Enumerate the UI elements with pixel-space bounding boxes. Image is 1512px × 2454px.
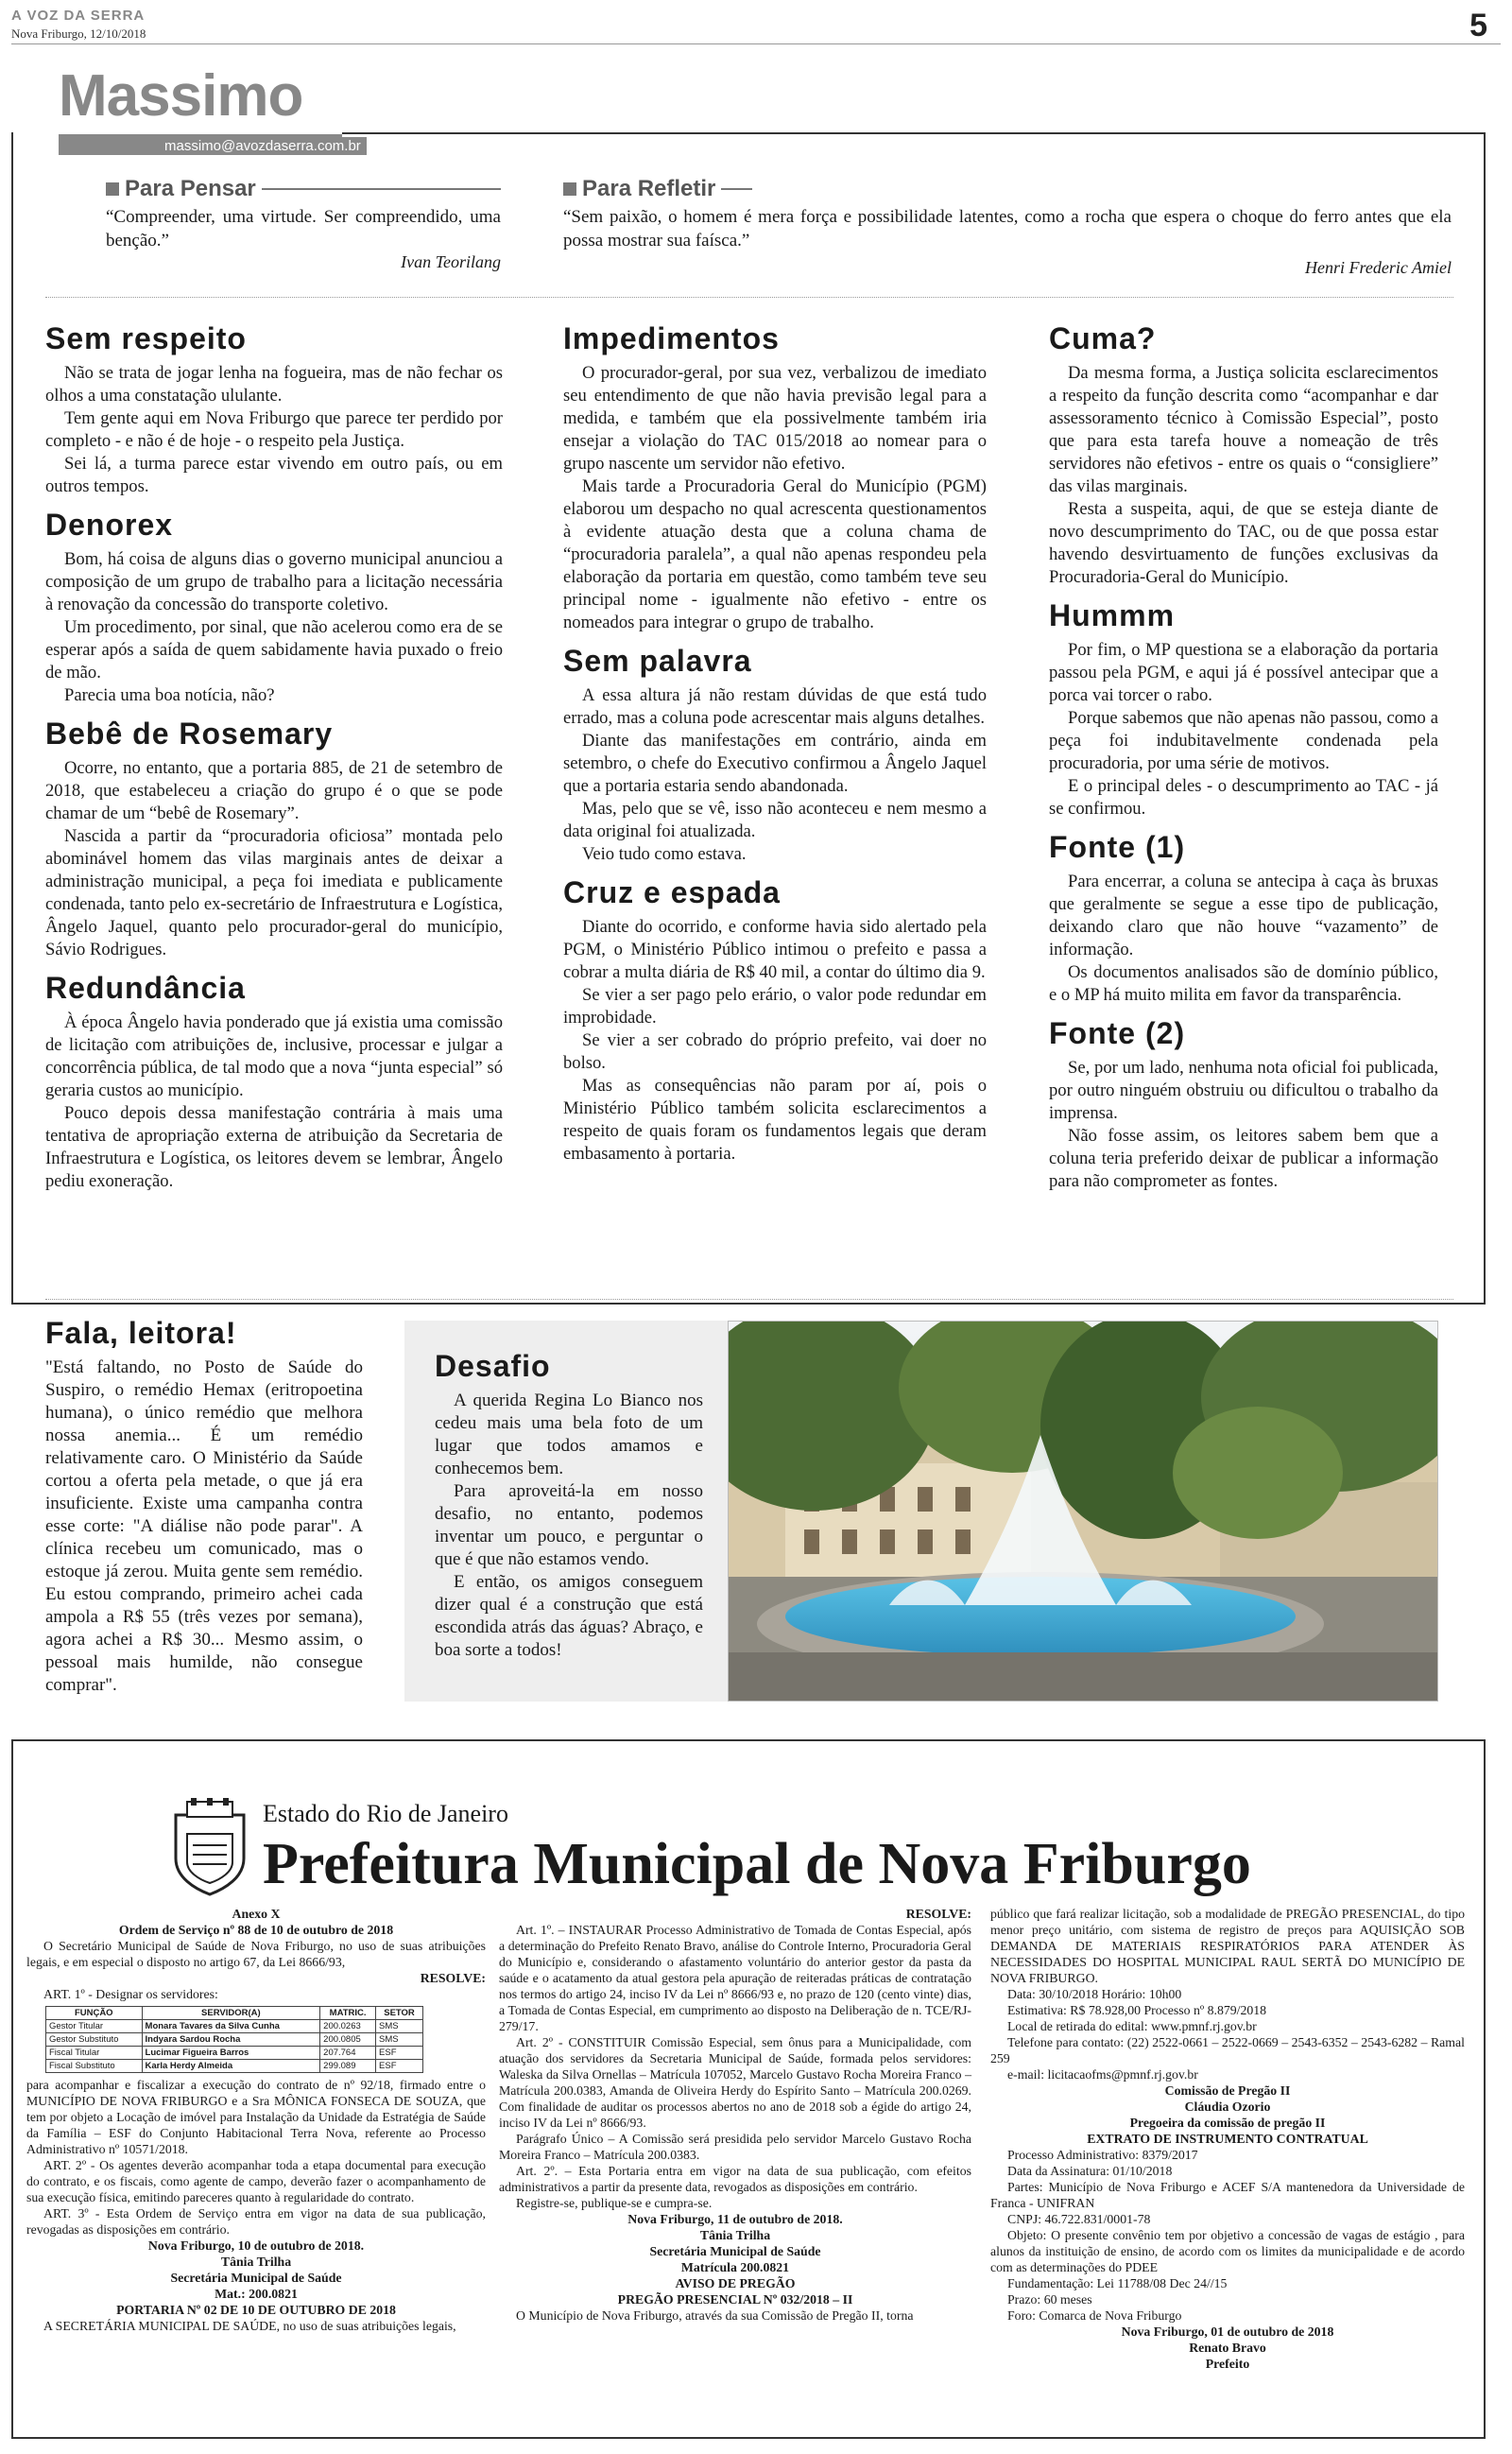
notice-paragraph: Parágrafo Único – A Comissão será presidida pelo servidor Marcelo Gustavo Rocha Moreira Franco – Matrícula 200.0383. <box>499 2132 971 2162</box>
section-title: Redundância <box>45 971 246 1005</box>
section-title: Cuma? <box>1049 321 1157 355</box>
paragraph: Um procedimento, por sinal, que não acelerou como era de se esperar após a saída de quem sabidamente havia puxado o freio de mão. <box>45 617 503 683</box>
notice-paragraph: O Secretário Municipal de Saúde de Nova Friburgo, no uso de suas atribuições legais, e em especial o disposto no artigo 67, da Lei 8666/93, <box>26 1939 486 1969</box>
paragraph: À época Ângelo havia ponderado que já existia uma comissão de licitação com atribuições de, inclusive, processar e julgar a concorrência pública, de tal modo que a nova “junta especial” só geraria custos ao município. <box>45 1012 503 1100</box>
section-title: Hummm <box>1049 598 1176 632</box>
header-rule <box>11 43 1501 44</box>
paragraph: Mais tarde a Procuradoria Geral do Município (PGM) elaborou um despacho no qual acrescenta questionamentos à evidente atuação desta que a coluna chama de “procuradoria paralela”, a qual não apenas respondeu pela elaboração da portaria em questão, como também teve seu principal nome - igualmente não efetivo - entre os nomeados para integrar o grupo de trabalho. <box>563 476 987 632</box>
notice-paragraph: Mat.: 200.0821 <box>215 2287 298 2301</box>
notice-paragraph: Matrícula 200.0821 <box>680 2260 790 2274</box>
table-row <box>46 2060 423 2073</box>
table-row <box>46 2047 423 2060</box>
table-cell: Gestor Titular <box>46 2020 143 2033</box>
notice-paragraph: Tânia Trilha <box>699 2228 771 2242</box>
section-title: Fonte (1) <box>1049 830 1186 864</box>
notice-paragraph: EXTRATO DE INSTRUMENTO CONTRATUAL <box>1087 2132 1368 2146</box>
notice-paragraph: Tânia Trilha <box>220 2255 292 2269</box>
notice-paragraph: Comissão de Pregão II <box>1164 2083 1291 2098</box>
table-cell: Indyara Sardou Rocha <box>142 2033 320 2047</box>
notice-paragraph: ART. 2º - Os agentes deverão acompanhar toda a etapa documental para execução do contrato, e os fiscais, como agente de campo, deverão fazer o acompanhamento de sua execução física, emitindo pareceres quanto à regularidade do contrato. <box>26 2158 486 2204</box>
paragraph: Se, por um lado, nenhuma nota oficial foi publicada, por outro ninguém obstruiu ou dificultou o trabalho da imprensa. <box>1049 1058 1438 1123</box>
paragraph: Resta a suspeita, aqui, de que se esteja diante de novo descumprimento do TAC, ou de que possa estar havendo desvirtuamento de funções exclusivas da Procuradoria-Geral do Município. <box>1049 499 1438 587</box>
section-title: Bebê de Rosemary <box>45 717 334 751</box>
column-title: Massimo <box>59 63 303 129</box>
notice-paragraph: Art. 1º. – INSTAURAR Processo Administrativo de Tomada de Contas Especial, após a determinação do Prefeito Renato Bravo, análise do Controle Interno, Procuradoria Geral do Município e, considerando o afastamento voluntário do anterior gestor da pasta da saúde e o acatamento da atual gestora pela apuração de reiteradas práticas de contratação nos termos do artigo 24, inciso IV da Lei nº 8666/93 e, no prazo de 120 (cento vinte) dias, a Tomada de Contas Especial, em cumprimento ao disposto na Deliberação de n. TCE/RJ- 279/17. <box>499 1923 971 2033</box>
paragraph: Não se trata de jogar lenha na fogueira, mas de não fechar os olhos a uma constatação ululante. <box>45 363 503 406</box>
table-cell: 200.0263 <box>320 2020 376 2033</box>
section-title: Impedimentos <box>563 321 780 355</box>
text-column-1 <box>45 312 503 1193</box>
paragraph: Parecia uma boa notícia, não? <box>64 685 275 705</box>
notice-paragraph: Nova Friburgo, 11 de outubro de 2018. <box>627 2212 843 2226</box>
desafio-paragraph: A querida Regina Lo Bianco nos cedeu mais uma bela foto de um lugar que todos amamos e conhecemos bem. <box>435 1391 703 1478</box>
para-pensar-quote: “Compreender, uma virtude. Ser compreendido, uma benção.” <box>106 207 501 251</box>
notice-paragraph: Nova Friburgo, 01 de outubro de 2018 <box>1121 2324 1334 2339</box>
notice-paragraph: Estimativa: R$ 78.928,00 Processo nº 8.879/2018 <box>1007 2003 1267 2017</box>
notice-paragraph: Data: 30/10/2018 Horário: 10h00 <box>1007 1987 1182 2001</box>
table-header: SETOR <box>376 2007 423 2020</box>
table-cell: ESF <box>376 2060 423 2073</box>
notice-paragraph: público que fará realizar licitação, sob a modalidade de PREGÃO PRESENCIAL, do tipo menor preço unitário, com sistema de registro de preços para AQUISIÇÃO SOB DEMANDA DE MATERIAIS RESPIRATÓRIOS PARA ATENDER ÀS NECESSIDADES DO HOSPITAL MUNICIPAL RAUL SERTÃ DO MUNICÍPIO DE NOVA FRIBURGO. <box>990 1907 1465 1985</box>
table-cell: SMS <box>376 2033 423 2047</box>
desafio-paragraph: Para aproveitá-la em nosso desafio, no entanto, podemos inventar um pouco, e perguntar o que é que não estamos vendo. <box>435 1481 703 1569</box>
paragraph: Não fosse assim, os leitores sabem bem que a coluna teria preferido deixar de publicar a informação para não comprometer as fontes. <box>1049 1126 1438 1191</box>
notice-paragraph: Local de retirada do edital: www.pmnf.rj.gov.br <box>1007 2019 1257 2033</box>
notice-paragraph: ART. 3º - Esta Ordem de Serviço entra em vigor na data de sua publicação, revogadas as disposições em contrário. <box>26 2206 486 2237</box>
table-header: FUNÇÃO <box>46 2007 143 2020</box>
para-refletir-quote: “Sem paixão, o homem é mera força e possibilidade latentes, como a rocha que espera o choque do ferro antes que ela possa mostrar sua faísca.” <box>563 207 1452 251</box>
section-divider <box>45 297 1453 298</box>
desafio-box <box>404 1321 728 1702</box>
table-cell: Fiscal Substituto <box>46 2060 143 2073</box>
notice-column-3 <box>990 1906 1465 2372</box>
table-cell: Lucimar Figueira Barros <box>142 2047 320 2060</box>
notice-paragraph: AVISO DE PREGÃO <box>675 2276 796 2290</box>
notice-paragraph: Pregoeira da comissão de pregão II <box>1129 2116 1326 2130</box>
section-divider <box>45 1299 1453 1300</box>
paragraph: Se vier a ser pago pelo erário, o valor pode redundar em improbidade. <box>563 985 987 1028</box>
table-header: MATRIC. <box>320 2007 376 2020</box>
para-refletir-author: Henri Frederic Amiel <box>1305 258 1452 278</box>
paragraph: Se vier a ser cobrado do próprio prefeito, vai doer no bolso. <box>563 1030 987 1073</box>
notice-paragraph: CNPJ: 46.722.831/0001-78 <box>1007 2212 1151 2226</box>
table-cell: Gestor Substituto <box>46 2033 143 2047</box>
table-cell: Fiscal Titular <box>46 2047 143 2060</box>
notice-paragraph: Partes: Município de Nova Friburgo e ACEF S/A mantenedora da Universidade de Franca - UNIFRAN <box>990 2180 1465 2210</box>
paragraph: Porque sabemos que não apenas não passou, como a peça foi indubitavelmente condenada pela procuradoria, por uma série de motivos. <box>1049 708 1438 773</box>
notice-paragraph: Prefeito <box>1205 2357 1250 2371</box>
notice-paragraph: Telefone para contato: (22) 2522-0661 – 2522-0669 – 2543-6352 – 2543-6282 – Ramal 259 <box>990 2035 1465 2065</box>
para-refletir-tag: Para Refletir <box>563 176 752 202</box>
table-header: SERVIDOR(A) <box>142 2007 320 2020</box>
newspaper-name: A VOZ DA SERRA <box>11 8 146 24</box>
para-pensar-box <box>106 176 501 272</box>
notice-paragraph: Objeto: O presente convênio tem por objetivo a concessão de vagas de estágio , para alunos da instituição de ensino, de acordo com os limites da municipalidade e de acordo com as determinações do PDEE <box>990 2228 1465 2274</box>
paragraph: Veio tudo como estava. <box>582 844 747 864</box>
paragraph: Mas as consequências não param por aí, pois o Ministério Público também solicita esclarecimentos a respeito de quais foram os fundamentos legais que deram embasamento à portaria. <box>563 1076 987 1164</box>
table-cell: SMS <box>376 2020 423 2033</box>
text-column-3 <box>1049 312 1438 1193</box>
notice-paragraph: A SECRETÁRIA MUNICIPAL DE SAÚDE, no uso de suas atribuições legais, <box>43 2319 456 2333</box>
table-cell: ESF <box>376 2047 423 2060</box>
section-title: Cruz e espada <box>563 875 781 909</box>
notice-paragraph: Ordem de Serviço nº 88 de 10 de outubro de 2018 <box>118 1923 394 1937</box>
paragraph: Da mesma forma, a Justiça solicita esclarecimentos a respeito da função descrita como “acompanhar e dar assessoramento técnico à Comissão Especial”, posto que para esta tarefa houve a nomeação de três servidores não efetivos - entre os quais o “consigliere” das vilas marginais. <box>1049 363 1438 496</box>
para-refletir-box <box>563 176 1452 278</box>
text-column-2 <box>563 312 987 1166</box>
notice-paragraph: Art. 2º - CONSTITUIR Comissão Especial, sem ônus para a Municipalidade, com atuação dos servidores da Secretaria Municipal de Saúde, formada pelos servidores: Waleska da Silva Ornellas – Matrícula 107052, Marcelo Gustavo Rocha Moreira Franco – Matrícula 200.0383, Amanda de Oliveira Herdy do Espírito Santo – Matrícula 200.0269. Com finalidade de auditar os processos abertos no ano de 2018 sob a égide do artigo 24, inciso IV da Lei nº 8666/93. <box>499 2035 971 2130</box>
paragraph: Tem gente aqui em Nova Friburgo que parece ter perdido por completo - e não é de hoje - o respeito pela Justiça. <box>45 408 503 451</box>
coat-of-arms-icon <box>168 1796 251 1896</box>
notice-paragraph: Secretária Municipal de Saúde <box>649 2244 821 2258</box>
table-cell: Karla Herdy Almeida <box>142 2060 320 2073</box>
paragraph: Pouco depois dessa manifestação contrária à mais uma tentativa de apropriação externa de atribuição da Secretaria de Infraestrutura e Logística, os leitores devem se lembrar, Ângelo pediu exoneração. <box>45 1103 503 1191</box>
paragraph: Nascida a partir da “procuradoria oficiosa” montada pelo abominável homem das vilas marginais antes de deixar a administração municipal, a peça foi imediata e publicamente condenada, tanto pelo ex-secretário de Infraestrutura e Logística, Ângelo Jaquel, quanto pelo procurador-geral do município, Sávio Rodrigues. <box>45 826 503 959</box>
notice-paragraph: RESOLVE: <box>420 1971 486 1985</box>
para-pensar-tag: Para Pensar <box>106 176 501 202</box>
notice-paragraph: Cláudia Ozorio <box>1184 2100 1271 2114</box>
paragraph: Sei lá, a turma parece estar vivendo em outro país, ou em outros tempos. <box>45 454 503 496</box>
fala-leitora-title: Fala, leitora! <box>45 1316 237 1350</box>
table-cell: 200.0805 <box>320 2033 376 2047</box>
notice-paragraph: para acompanhar e fiscalizar a execução do contrato de nº 92/18, firmado entre o MUNICÍPIO DE NOVA FRIBURGO e a Sra MÔNICA FONSECA DE SOUZA, que tem por objeto a Locação de imóvel para Instalação da Unidade da Estratégia de Saúde da Família – ESF do Conjunto Habitacional Terra Nova, referente ao Processo Administrativo nº 10571/2018. <box>26 2078 486 2156</box>
page-number: 5 <box>1469 8 1487 43</box>
notice-paragraph: e-mail: licitacaofms@pmnf.rj.gov.br <box>1007 2067 1198 2082</box>
paragraph: E o principal deles - o descumprimento ao TAC - já se confirmou. <box>1049 776 1438 819</box>
servants-table <box>45 2006 423 2073</box>
notice-column-2 <box>499 1906 971 2324</box>
notice-paragraph: PREGÃO PRESENCIAL Nº 032/2018 – II <box>617 2292 853 2307</box>
table-cell: 207.764 <box>320 2047 376 2060</box>
desafio-title: Desafio <box>435 1349 551 1383</box>
section-title: Denorex <box>45 508 174 542</box>
notice-paragraph: Prazo: 60 meses <box>1007 2292 1092 2307</box>
table-cell: Monara Tavares da Silva Cunha <box>142 2020 320 2033</box>
notice-paragraph: Renato Bravo <box>1189 2341 1266 2355</box>
desafio-paragraph: E então, os amigos conseguem dizer qual é a construção que está escondida atrás das águas? Abraço, e boa sorte a todos! <box>435 1572 703 1660</box>
paragraph: Ocorre, no entanto, que a portaria 885, de 21 de setembro de 2018, que estabeleceu a criação do grupo é o que se pode chamar de um “bebê de Rosemary”. <box>45 758 503 823</box>
edition-date: Nova Friburgo, 12/10/2018 <box>11 26 146 41</box>
paragraph: Diante das manifestações em contrário, ainda em setembro, o chefe do Executivo confirmou a Ângelo Jaquel que a portaria estaria sendo abandonada. <box>563 731 987 796</box>
notice-paragraph: Secretária Municipal de Saúde <box>170 2271 342 2285</box>
notice-paragraph: Processo Administrativo: 8379/2017 <box>1007 2148 1198 2162</box>
paragraph: Bom, há coisa de alguns dias o governo municipal anunciou a composição de um grupo de trabalho para a licitação necessária à renovação da concessão do transporte coletivo. <box>45 549 503 614</box>
fountain-photo <box>728 1321 1438 1702</box>
table-row <box>46 2020 423 2033</box>
table-cell: 299.089 <box>320 2060 376 2073</box>
paragraph: A essa altura já não restam dúvidas de que está tudo errado, mas a coluna pode acrescentar mais alguns detalhes. <box>563 685 987 728</box>
notice-paragraph: PORTARIA Nº 02 DE 10 DE OUTUBRO DE 2018 <box>116 2303 396 2317</box>
square-icon <box>563 182 576 196</box>
fala-leitora-text: "Está faltando, no Posto de Saúde do Suspiro, o remédio Hemax (eritropoetina humana), o único remédio que melhora nossa anemia... É um remédio relativamente caro. O Ministério da Saúde cortou a oferta pela metade, o que já era insuficiente. Existe uma campanha contra esse corte: "A diálise não pode parar". A clínica recebeu um comunicado, mas o estoque já zerou. Muita gente sem remédio. Eu estou comprando, primeiro achei cada ampola a R$ 55 (três vezes por semana), agora achei a R$ 30... Mesmo assim, o pessoal mais humilde, não consegue comprar". <box>45 1357 363 1695</box>
notice-title: Prefeitura Municipal de Nova Friburgo <box>263 1832 1251 1896</box>
notice-column-1 <box>26 1906 486 2334</box>
desafio-text <box>435 1390 703 1662</box>
notice-paragraph: Data da Assinatura: 01/10/2018 <box>1007 2164 1173 2178</box>
notice-paragraph: Nova Friburgo, 10 de outubro de 2018. <box>147 2238 365 2253</box>
notice-paragraph: Art. 2º. – Esta Portaria entra em vigor na data de sua publicação, com efeitos administrativos a partir da presente data, revogados as disposições em contrário. <box>499 2164 971 2194</box>
column-email: massimo@avozdaserra.com.br <box>159 137 367 155</box>
notice-paragraph: RESOLVE: <box>905 1907 971 1921</box>
paragraph: Os documentos analisados são de domínio público, e o MP há muito milita em favor da transparência. <box>1049 962 1438 1005</box>
notice-paragraph: Anexo X <box>232 1907 281 1921</box>
fountain-photo-image <box>729 1322 1438 1702</box>
notice-paragraph: Fundamentação: Lei 11788/08 Dec 24//15 <box>1007 2276 1228 2290</box>
square-icon <box>106 182 119 196</box>
paragraph: O procurador-geral, por sua vez, verbalizou de imediato seu entendimento de que não havia previsão legal para a medida, e também que ela possivelmente também iria ensejar a violação do TAC 015/2018 ao nomear para o grupo nascente um servidor não efetivo. <box>563 363 987 474</box>
paragraph: Diante do ocorrido, e conforme havia sido alertado pela PGM, o Ministério Público intimou o prefeito e passa a cobrar a multa diária de R$ 40 mil, a contar do último dia 9. <box>563 917 987 982</box>
paragraph: Por fim, o MP questiona se a elaboração da portaria passou pela PGM, e aqui já é possível antecipar que a porca vai torcer o rabo. <box>1049 640 1438 705</box>
section-title: Sem palavra <box>563 644 752 678</box>
paragraph: Para encerrar, a coluna se antecipa à caça às bruxas que geralmente se segue a esse tipo de publicação, deixando claro que não houve “vazamento” de informação. <box>1049 872 1438 959</box>
notice-state: Estado do Rio de Janeiro <box>263 1800 508 1827</box>
notice-paragraph: ART. 1º - Designar os servidores: <box>43 1987 218 2001</box>
section-title: Fonte (2) <box>1049 1016 1186 1050</box>
notice-paragraph: Foro: Comarca de Nova Friburgo <box>1007 2308 1182 2323</box>
table-row <box>46 2033 423 2047</box>
notice-paragraph: O Município de Nova Friburgo, através da sua Comissão de Pregão II, torna <box>516 2308 914 2323</box>
notice-paragraph: Registre-se, publique-se e cumpra-se. <box>516 2196 713 2210</box>
para-pensar-author: Ivan Teorilang <box>401 252 501 272</box>
fala-leitora-box <box>45 1312 363 1697</box>
paragraph: Mas, pelo que se vê, isso não aconteceu e nem mesmo a data original foi atualizada. <box>563 799 987 841</box>
section-title: Sem respeito <box>45 321 247 355</box>
